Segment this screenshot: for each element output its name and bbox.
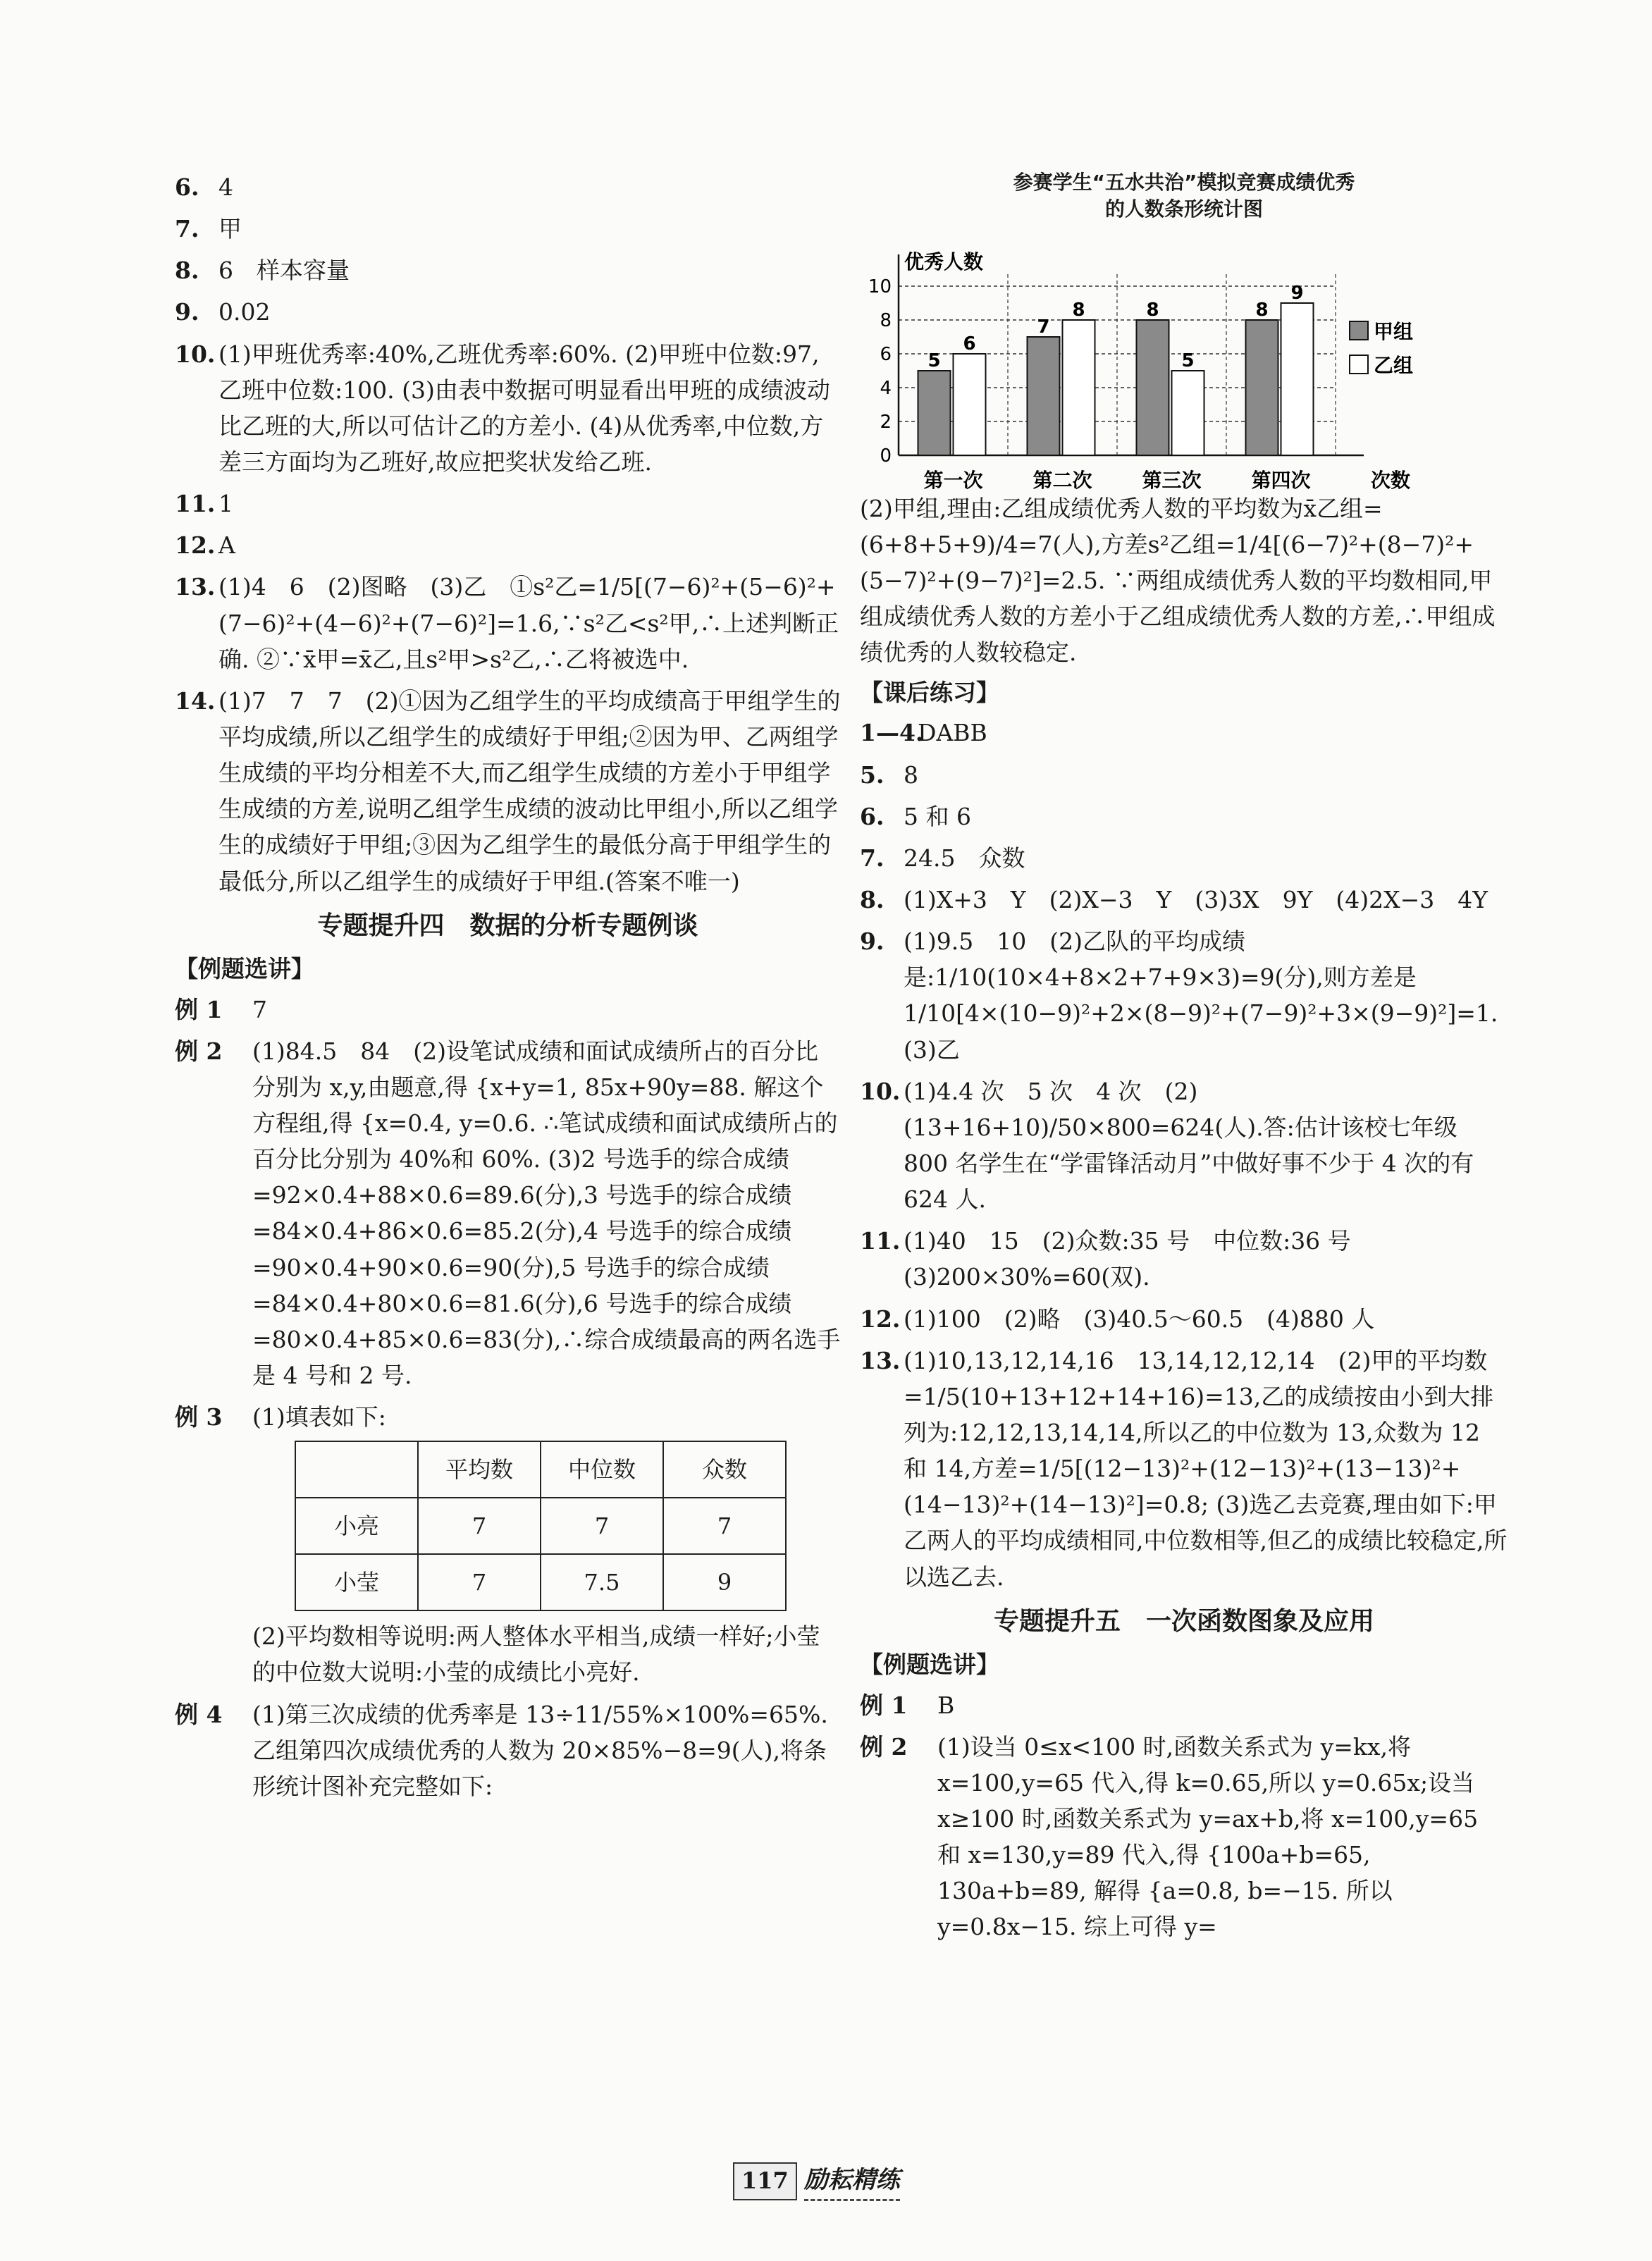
x-axis-label: 次数 [1371, 468, 1411, 491]
x-tick-label: 第四次 [1251, 468, 1311, 491]
legend-label: 甲组 [1374, 319, 1414, 343]
bar-jia [918, 371, 951, 455]
data-label: 8 [1255, 299, 1269, 321]
table-row: 小亮 7 7 7 [295, 1498, 786, 1554]
x-tick-label: 第一次 [923, 468, 983, 491]
answer-8: 8. 6 样本容量 [175, 257, 350, 285]
practice-7: 7. 24.5 众数 [860, 844, 1025, 872]
answer-12: 12. A [175, 531, 235, 560]
data-label: 5 [927, 350, 941, 371]
example-1-b: 例 1 B [860, 1691, 955, 1719]
practice-12: 12. (1)100 (2)略 (3)40.5～60.5 (4)880 人 [860, 1305, 1375, 1333]
practice-heading: 【课后练习】 [860, 679, 999, 707]
page-number: 117 [733, 2162, 797, 2200]
legend-label: 乙组 [1374, 353, 1414, 377]
answer-13: 13. (1)4 6 (2)图略 (3)乙 ①s²乙=1/5[(7−6)²+(5−6)²+(7−6)²+(4−6)²+(7−6)²]=1.6,∵s²乙<s²甲,∴上述判断正确. ②∵x̄甲=x̄乙,且s²甲>s²乙,∴乙将被选中. [175, 573, 839, 673]
page-footer [733, 2157, 944, 2206]
example-heading-2: 【例题选讲】 [860, 1651, 999, 1679]
bar-yi [954, 354, 986, 455]
practice-11: 11. (1)40 15 (2)众数:35 号 中位数:36 号 (3)200×30%=60(双). [860, 1227, 1374, 1291]
answer-6: 6. 4 [175, 173, 233, 201]
example-1: 例 1 7 [175, 995, 267, 1023]
score-table [295, 1441, 787, 1611]
data-label: 8 [1146, 299, 1159, 321]
practice-9: 9. (1)9.5 10 (2)乙队的平均成绩是:1/10(10×4+8×2+7+9×3)=9(分),则方差是 1/10[4×(10−9)²+2×(8−9)²+(7−9)²+3×(9−9)²]=1. (3)乙 [860, 928, 1498, 1064]
bar-chart [860, 223, 1466, 491]
answer-9: 9. 0.02 [175, 298, 271, 326]
y-tick-label: 4 [880, 377, 892, 399]
example-heading: 【例题选讲】 [175, 955, 314, 983]
example-2: 例 2 (1)84.5 84 (2)设笔试成绩和面试成绩所占的百分比分别为 x,y,由题意,得 {x+y=1, 85x+90y=88. 解这个方程组,得 {x=0.4, y=0.6. ∴笔试成绩和面试成绩所占的百分比分别为 40%和 60%. (3)2 号选手的综合成绩=92×0.4+88×0.6=89.6(分),3 号选手的综合成绩=84×0.4+86×0.6=85.2(分),4 号选手的综合成绩=90×0.4+90×0.6=90(分),5 号选手的综合成绩=84×0.4+80×0.6=81.6(分),6 号选手的综合成绩=80×0.4+85×0.6=83(分),∴综合成绩最高的两名选手是 4 号和 2 号. [175, 1037, 841, 1390]
example-3: 例 3 (1)填表如下: 平均数 中位数 众数 小亮 7 7 7 小莹 7 7.5 9 (2)平均数相等说明:两人整体水平相当,成绩一样好;小莹的中位数大说明:小莹的成绩比小亮好. [175, 1399, 841, 1690]
example-4: 例 4 (1)第三次成绩的优秀率是 13÷11/55%×100%=65%. 乙组第四次成绩优秀的人数为 20×85%−8=9(人),将条形统计图补充完整如下: [175, 1700, 828, 1800]
bar-jia [1028, 337, 1060, 455]
section-title-4: 专题提升四 数据的分析专题例谈 [317, 911, 698, 940]
brand-logo: 励耘精练 [804, 2162, 900, 2201]
practice-13: 13. (1)10,13,12,14,16 13,14,12,12,14 (2)甲的平均数=1/5(10+13+12+14+16)=13,乙的成绩按由小到大排列为:12,12,13,14,14,所以乙的中位数为 13,众数为 12 和 14,方差=1/5[(12−13)²+(12−13)²+(13−13)²+(14−13)²+(14−13)²]=0.8; (3)选乙去竞赛,理由如下:甲乙两人的平均成绩相同,中位数相等,但乙的成绩比较稳定,所以选乙去. [860, 1346, 1508, 1591]
data-label: 6 [963, 333, 976, 355]
data-label: 7 [1037, 316, 1050, 338]
right-column [860, 169, 1508, 1951]
x-tick-label: 第二次 [1032, 468, 1092, 491]
legend-swatch [1350, 355, 1368, 374]
practice-5: 5. 8 [860, 760, 918, 789]
answer-7: 7. 甲 [175, 215, 242, 243]
y-axis-label: 优秀人数 [904, 249, 984, 273]
bar-jia [1137, 320, 1169, 455]
bar-jia [1246, 320, 1278, 455]
legend-swatch [1350, 321, 1368, 340]
bar-yi [1172, 371, 1204, 455]
data-label: 8 [1072, 299, 1085, 321]
practice-8: 8. (1)X+3 Y (2)X−3 Y (3)3X 9Y (4)2X−3 4Y [860, 886, 1488, 913]
y-tick-label: 8 [880, 309, 892, 331]
bar-yi [1281, 303, 1314, 455]
left-column [175, 169, 841, 1810]
example-3-part-2: (2)平均数相等说明:两人整体水平相当,成绩一样好;小莹的中位数大说明:小莹的成绩比小亮好. [252, 1622, 820, 1687]
example-2-b: 例 2 (1)设当 0≤x<100 时,函数关系式为 y=kx,将 x=100,y=65 代入,得 k=0.65,所以 y=0.65x;设当 x≥100 时,函数关系式为 y=ax+b,将 x=100,y=65 和 x=130,y=89 代入,得 {100a+b=65, 130a+b=89, 解得 {a=0.8, b=−15. 所以 y=0.8x−15. 综上可得 y= [860, 1732, 1479, 1941]
data-label: 5 [1181, 350, 1195, 371]
bar-yi [1063, 320, 1095, 455]
practice-6: 6. 5 和 6 [860, 802, 971, 830]
section-title-5: 专题提升五 一次函数图象及应用 [993, 1606, 1374, 1636]
chart-title-line-1: 参赛学生“五水共治”模拟竞赛成绩优秀 [1013, 171, 1355, 194]
table-row: 小莹 7 7.5 9 [295, 1554, 786, 1610]
x-tick-label: 第三次 [1142, 468, 1202, 491]
y-tick-label: 10 [868, 276, 892, 297]
table-header-row: 平均数 中位数 众数 [295, 1441, 786, 1498]
answer-11: 11. 1 [175, 490, 233, 518]
example-4-part-2: (2)甲组,理由:乙组成绩优秀人数的平均数为x̄乙组=(6+8+5+9)/4=7(人),方差s²乙组=1/4[(6−7)²+(8−7)²+(5−7)²+(9−7)²]=2.5. ∵两组成绩优秀人数的平均数相同,甲组成绩优秀人数的方差小于乙组成绩优秀人数的方差,∴甲组成绩优秀的人数较稳定. [860, 494, 1496, 667]
data-label: 9 [1290, 282, 1304, 304]
answer-10: 10. (1)甲班优秀率:40%,乙班优秀率:60%. (2)甲班中位数:97,乙班中位数:100. (3)由表中数据可明显看出甲班的成绩波动比乙班的大,所以可估计乙的方差小. (4)从优秀率,中位数,方差三方面均为乙班好,故应把奖状发给乙班. [175, 340, 830, 476]
answer-14: 14. (1)7 7 7 (2)①因为乙组学生的平均成绩高于甲组学生的平均成绩,所以乙组学生的成绩好于甲组;②因为甲、乙两组学生成绩的平均分相差不大,而乙组学生成绩的方差小于甲组学生成绩的方差,说明乙组学生成绩的波动比甲组小,所以乙组学生的成绩好于甲组;③因为乙组学生的最低分高于甲组学生的最低分,所以乙组学生的成绩好于甲组.(答案不唯一) [175, 686, 841, 895]
y-tick-label: 0 [880, 445, 892, 467]
practice-10: 10. (1)4.4 次 5 次 4 次 (2)(13+16+10)/50×800=624(人).答:估计该校七年级 800 名学生在“学雷锋活动月”中做好事不少于 4 次的有 624 人. [860, 1077, 1474, 1214]
y-tick-label: 6 [880, 343, 892, 365]
chart-title-line-2: 的人数条形统计图 [1104, 197, 1263, 221]
practice-1-4: 1—4. DABB [860, 719, 987, 747]
y-tick-label: 2 [880, 411, 892, 433]
